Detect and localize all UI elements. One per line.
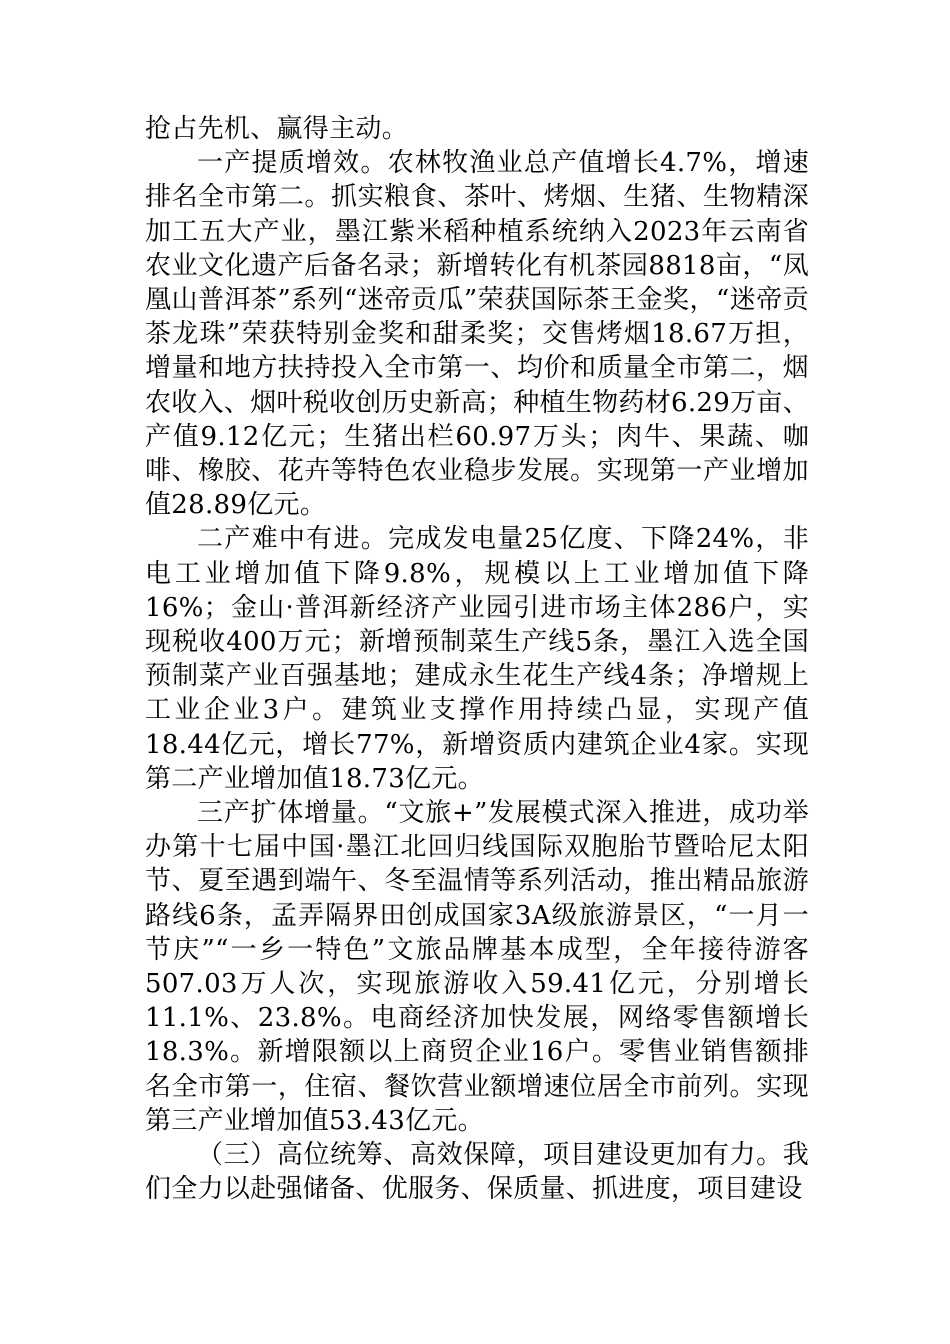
paragraph-secondary-industry: 二产难中有进。完成发电量25亿度、下降24%，非电工业增加值下降9.8%，规模以上工业增加值下降16%；金山·普洱新经济产业园引进市场主体286户，实现税收400万元；新增预制菜生产线5条，墨江入选全国预制菜产业百强基地；建成永生花生产线4条；净增规上工业企业3户。建筑业支撑作用持续凸显，实现产值18.44亿元，增长77%，新增资质内建筑企业4家。实现第二产业增加值18.73亿元。 (145, 524, 809, 794)
paragraph-continuation: 抢占先机、赢得主动。 (145, 114, 409, 144)
document-body (145, 112, 809, 1207)
paragraph-primary-industry: 一产提质增效。农林牧渔业总产值增长4.7%，增速排名全市第二。抓实粮食、茶叶、烤烟、生猪、生物精深加工五大产业，墨江紫米稻种植系统纳入2023年云南省农业文化遗产后备名录；新增转化有机茶园8818亩，“凤凰山普洱茶”系列“迷帝贡瓜”荣获国际茶王金奖，“迷帝贡茶龙珠”荣获特别金奖和甜柔奖；交售烤烟18.67万担，增量和地方扶持投入全市第一、均价和质量全市第二，烟农收入、烟叶税收创历史新高；种植生物药材6.29万亩、产值9.12亿元；生猪出栏60.97万头；肉牛、果蔬、咖啡、橡胶、花卉等特色农业稳步发展。实现第一产业增加值28.89亿元。 (145, 148, 809, 521)
paragraph-project-construction: （三）高位统筹、高效保障，项目建设更加有力。我们全力以赴强储备、优服务、保质量、抓进度，项目建设 (145, 1140, 809, 1205)
paragraph-tertiary-industry: 三产扩体增量。“文旅+”发展模式深入推进，成功举办第十七届中国·墨江北回归线国际双胞胎节暨哈尼太阳节、夏至遇到端午、冬至温情等系列活动，推出精品旅游路线6条，孟弄隔界田创成国家3A级旅游景区，“一月一节庆”“一乡一特色”文旅品牌基本成型，全年接待游客507.03万人次，实现旅游收入59.41亿元，分别增长11.1%、23.8%。电商经济加快发展，网络零售额增长18.3%。新增限额以上商贸企业16户。零售业销售额排名全市第一，住宿、餐饮营业额增速位居全市前列。实现第三产业增加值53.43亿元。 (145, 798, 809, 1136)
